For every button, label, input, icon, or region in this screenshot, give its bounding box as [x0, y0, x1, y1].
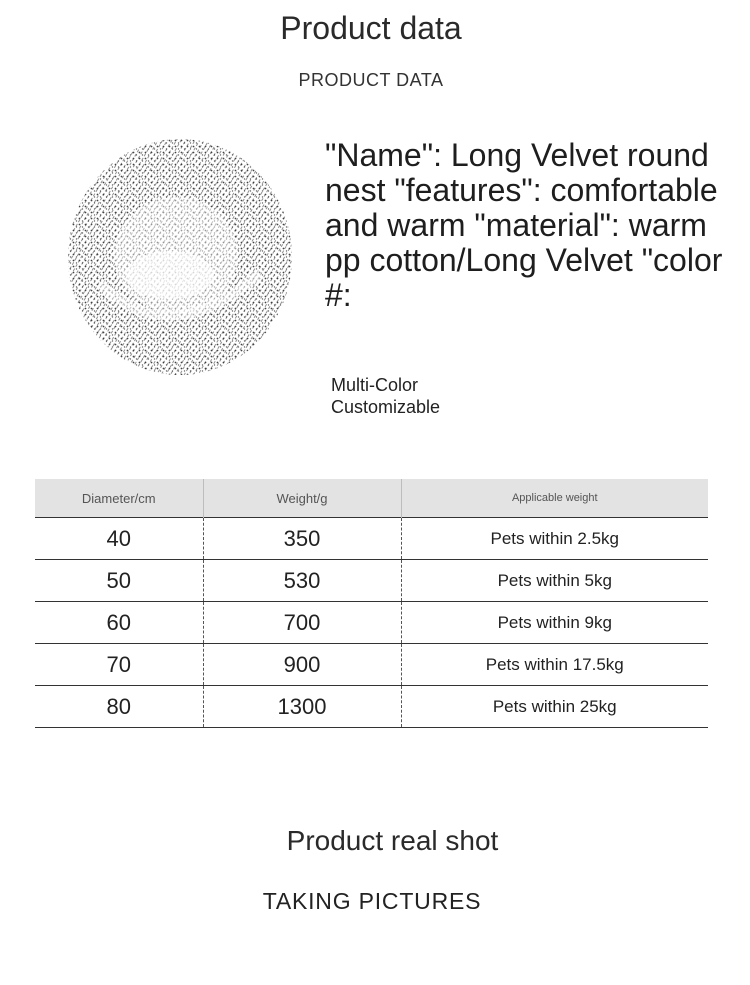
header-diameter: Diameter/cm	[35, 479, 203, 518]
cell-applicable-weight: Pets within 17.5kg	[401, 644, 708, 686]
product-description: "Name": Long Velvet round nest "features": comfortable and warm "material": warm pp cotton/Long Velvet "color #:	[325, 137, 723, 313]
header-weight: Weight/g	[203, 479, 401, 518]
section-subtitle-taking-pictures: TAKING PICTURES	[262, 888, 482, 914]
table-row	[35, 644, 708, 686]
header-applicable-weight: Applicable weight	[401, 479, 708, 518]
table-header-row	[35, 479, 708, 518]
cell-weight: 700	[203, 602, 401, 644]
cell-diameter: 70	[35, 644, 203, 686]
plush-round-bed-image	[60, 133, 300, 393]
cell-applicable-weight: Pets within 2.5kg	[401, 518, 708, 560]
page-title: Product data	[280, 10, 462, 46]
cell-applicable-weight: Pets within 25kg	[401, 686, 708, 728]
section-title-real-shot: Product real shot	[286, 825, 499, 856]
cell-diameter: 50	[35, 560, 203, 602]
cell-diameter: 40	[35, 518, 203, 560]
table-row	[35, 686, 708, 728]
color-options	[331, 374, 440, 418]
cell-weight: 1300	[203, 686, 401, 728]
cell-weight: 530	[203, 560, 401, 602]
table-row	[35, 560, 708, 602]
color-option-custom: Customizable	[331, 397, 441, 417]
table-row	[35, 602, 708, 644]
cell-applicable-weight: Pets within 9kg	[401, 602, 708, 644]
cell-weight: 350	[203, 518, 401, 560]
page-subtitle: PRODUCT DATA	[298, 70, 444, 90]
table-row	[35, 518, 708, 560]
cell-applicable-weight: Pets within 5kg	[401, 560, 708, 602]
color-option-multi: Multi-Color	[331, 375, 419, 395]
cell-diameter: 60	[35, 602, 203, 644]
cell-weight: 900	[203, 644, 401, 686]
cell-diameter: 80	[35, 686, 203, 728]
size-table	[35, 479, 708, 728]
